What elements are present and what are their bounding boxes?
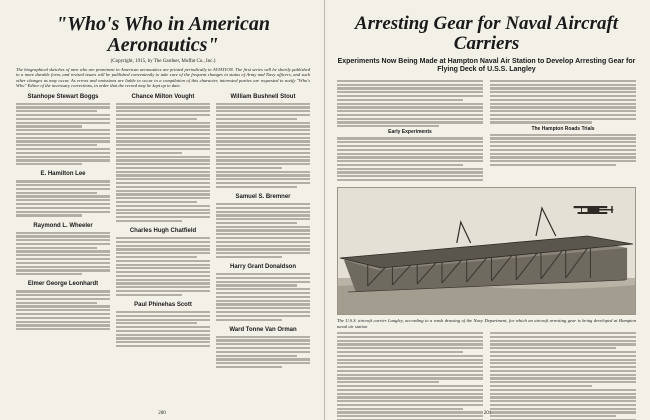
bio-name: Chance Milton Vought <box>131 93 195 100</box>
bio-entry <box>16 94 110 166</box>
bio-name: William Bushnell Stout <box>230 93 296 100</box>
bio-entry <box>16 223 110 276</box>
bio-name: Paul Phinehas Scott <box>134 301 192 308</box>
bio-name: E. Hamilton Lee <box>40 171 86 178</box>
bio-name: Charles Hugh Chatfield <box>129 228 197 235</box>
intro-paragraph: The biographical sketches of men who are prominent in American aeronautics are printed periodically in AVIATION. The first series will be shortly published in a more durable form, and revised issues will be published conveniently to take care of the frequent changes in status of Army and Navy officers, and such other changes as may occur. As errors and omissions are liable to occur in a compilation of this character, interested parties are requested to notify "Who's Who" Editor of the necessary corrections, in order that the record may be kept up to date. <box>16 67 310 89</box>
bio-text <box>116 103 210 222</box>
bio-entry <box>16 281 110 330</box>
column-3 <box>216 94 310 375</box>
bio-entry <box>116 94 210 222</box>
article-column-4 <box>490 332 636 420</box>
bio-entry <box>216 194 310 258</box>
illustration-caption: The U.S.S. aircraft carrier Langley, according to a wash drawing of the Navy Department, for which an aircraft arresting gear is being developed at Hampton naval air station <box>337 318 636 329</box>
bio-entry <box>216 327 310 368</box>
bio-entry <box>16 171 110 216</box>
page-number-right: 201 <box>483 411 492 416</box>
bio-text <box>16 180 110 216</box>
bio-name: Harry Grant Donaldson <box>229 264 296 271</box>
bio-text <box>16 290 110 330</box>
column-1 <box>16 94 110 375</box>
article-column-1 <box>337 80 483 181</box>
aircraft-carrier-illustration <box>337 187 636 315</box>
bio-text <box>16 103 110 166</box>
bio-text <box>116 311 210 347</box>
bio-name: Samuel S. Bremner <box>235 194 291 200</box>
bio-entry <box>216 264 310 321</box>
bio-text <box>216 273 310 321</box>
article-columns-bottom <box>337 332 636 420</box>
bio-entry <box>216 94 310 188</box>
section-label-early: Early Experiments <box>388 129 432 136</box>
page-title-arresting-gear: Arresting Gear for Naval Aircraft Carriers <box>354 13 619 54</box>
page-title-whos-who: "Who's Who in American Aeronautics" <box>56 13 270 56</box>
right-page <box>325 0 650 420</box>
article-columns-top <box>337 80 636 181</box>
bio-text <box>16 232 110 276</box>
page-number-left: 200 <box>158 411 166 416</box>
bio-entry <box>116 228 210 296</box>
bio-name: Stanhope Stewart Boggs <box>27 93 99 100</box>
bio-text <box>216 203 310 258</box>
bio-text <box>116 237 210 296</box>
bio-text <box>216 103 310 188</box>
bio-text <box>216 336 310 368</box>
article-subtitle: Experiments Now Being Made at Hampton Naval Air Station to Develop Arresting Gear for Flying Deck of U.S.S. Langley <box>337 57 636 74</box>
bio-entry <box>116 302 210 347</box>
langley-drawing <box>338 188 635 314</box>
copyright-line: (Copyright, 1915, by The Gardner, Moffat Co., Inc.) <box>110 59 216 64</box>
bio-name: Raymond L. Wheeler <box>33 222 93 229</box>
section-label-hampton: The Hampton Roads Trials <box>531 125 595 132</box>
biography-columns <box>16 94 310 375</box>
bio-name: Ward Tonne Van Orman <box>229 326 297 333</box>
column-2 <box>116 94 210 375</box>
bio-name: Elmer George Leonhardt <box>27 281 99 288</box>
article-column-2 <box>490 80 636 181</box>
article-column-3 <box>337 332 483 420</box>
